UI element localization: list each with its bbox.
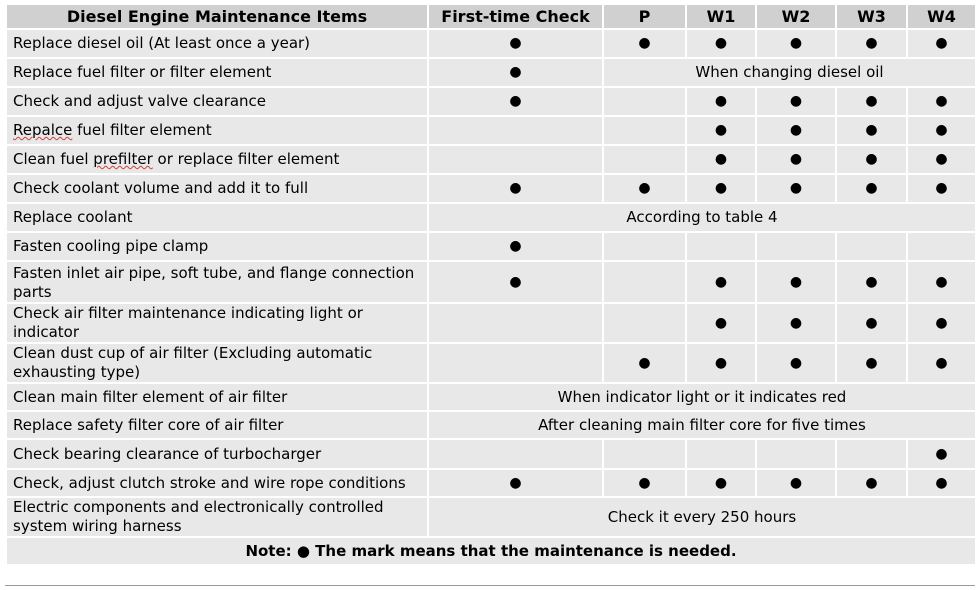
- interval-note: When indicator light or it indicates red: [428, 383, 976, 411]
- interval-note: After cleaning main filter core for five times: [428, 411, 976, 439]
- table-row: [6, 116, 976, 145]
- mark-dot: ●: [756, 29, 836, 58]
- mark-dot: ●: [756, 469, 836, 497]
- mark-dot: ●: [907, 469, 976, 497]
- header-p: P: [603, 4, 686, 29]
- empty-cell: [603, 232, 686, 261]
- table-row: [6, 203, 976, 232]
- empty-cell: [756, 439, 836, 469]
- row-item: Check bearing clearance of turbocharger: [6, 439, 428, 469]
- table-row: [6, 261, 976, 303]
- note-row: [6, 537, 976, 565]
- empty-cell: [428, 145, 603, 174]
- header-w3: W3: [836, 4, 907, 29]
- mark-dot: ●: [756, 116, 836, 145]
- empty-cell: [907, 232, 976, 261]
- mark-dot: ●: [756, 145, 836, 174]
- mark-dot: ●: [428, 29, 603, 58]
- mark-dot: ●: [686, 116, 756, 145]
- table-row: [6, 145, 976, 174]
- mark-dot: ●: [428, 232, 603, 261]
- mark-dot: ●: [603, 29, 686, 58]
- empty-cell: [428, 303, 603, 343]
- row-item: Clean main filter element of air filter: [6, 383, 428, 411]
- mark-dot: ●: [428, 174, 603, 203]
- table-row: [6, 439, 976, 469]
- row-item: Replace safety filter core of air filter: [6, 411, 428, 439]
- mark-dot: ●: [836, 174, 907, 203]
- row-item: Electric components and electronically controlled system wiring harness: [6, 497, 428, 537]
- row-item: Replace diesel oil (At least once a year): [6, 29, 428, 58]
- maintenance-table-container: [5, 3, 975, 566]
- mark-dot: ●: [907, 116, 976, 145]
- mark-dot: ●: [686, 29, 756, 58]
- mark-dot: ●: [907, 174, 976, 203]
- table-row: [6, 58, 976, 87]
- row-item: Check, adjust clutch stroke and wire rope conditions: [6, 469, 428, 497]
- row-item: [6, 116, 428, 145]
- empty-cell: [756, 232, 836, 261]
- mark-dot: ●: [836, 29, 907, 58]
- mark-dot: ●: [907, 303, 976, 343]
- mark-dot: ●: [686, 261, 756, 303]
- header-row: [6, 4, 976, 29]
- row-item: Fasten inlet air pipe, soft tube, and flange connection parts: [6, 261, 428, 303]
- row-item: Check air filter maintenance indicating light or indicator: [6, 303, 428, 343]
- row-item-text: Clean fuel: [13, 150, 94, 168]
- maintenance-table: [5, 3, 977, 566]
- empty-cell: [686, 232, 756, 261]
- header-first-time: First-time Check: [428, 4, 603, 29]
- mark-dot: ●: [907, 343, 976, 383]
- table-row: [6, 411, 976, 439]
- bottom-divider: [5, 585, 975, 586]
- mark-dot: ●: [907, 145, 976, 174]
- empty-cell: [603, 261, 686, 303]
- mark-dot: ●: [756, 174, 836, 203]
- mark-dot: ●: [686, 145, 756, 174]
- mark-dot: ●: [836, 116, 907, 145]
- mark-dot: ●: [686, 303, 756, 343]
- mark-dot: ●: [428, 87, 603, 116]
- table-row: [6, 303, 976, 343]
- table-row: [6, 232, 976, 261]
- header-item: Diesel Engine Maintenance Items: [6, 4, 428, 29]
- row-item: Check coolant volume and add it to full: [6, 174, 428, 203]
- empty-cell: [603, 116, 686, 145]
- mark-dot: ●: [686, 343, 756, 383]
- misspelled-word: prefilter: [93, 150, 153, 168]
- mark-dot: ●: [907, 261, 976, 303]
- mark-dot: ●: [686, 87, 756, 116]
- table-row: [6, 174, 976, 203]
- header-w2: W2: [756, 4, 836, 29]
- header-w4: W4: [907, 4, 976, 29]
- mark-dot: ●: [836, 261, 907, 303]
- row-item: Clean dust cup of air filter (Excluding automatic exhausting type): [6, 343, 428, 383]
- row-item: Replace fuel filter or filter element: [6, 58, 428, 87]
- table-row: [6, 469, 976, 497]
- mark-dot: ●: [686, 174, 756, 203]
- mark-dot: ●: [686, 469, 756, 497]
- mark-dot: ●: [836, 343, 907, 383]
- empty-cell: [836, 232, 907, 261]
- mark-dot: ●: [836, 87, 907, 116]
- table-row: [6, 87, 976, 116]
- mark-dot: ●: [756, 261, 836, 303]
- table-row: [6, 497, 976, 537]
- empty-cell: [686, 439, 756, 469]
- mark-dot: ●: [836, 145, 907, 174]
- mark-dot: ●: [756, 343, 836, 383]
- mark-dot: ●: [907, 87, 976, 116]
- mark-dot: ●: [603, 343, 686, 383]
- mark-dot: ●: [756, 87, 836, 116]
- mark-dot: ●: [907, 29, 976, 58]
- row-item: Check and adjust valve clearance: [6, 87, 428, 116]
- row-item-text: fuel filter element: [72, 121, 212, 139]
- table-row: [6, 29, 976, 58]
- row-item: [6, 145, 428, 174]
- table-row: [6, 343, 976, 383]
- mark-dot: ●: [836, 469, 907, 497]
- misspelled-word: Repalce: [13, 121, 73, 139]
- empty-cell: [603, 303, 686, 343]
- mark-dot: ●: [428, 261, 603, 303]
- table-row: [6, 383, 976, 411]
- mark-dot: ●: [756, 303, 836, 343]
- table-note: Note: ● The mark means that the maintenance is needed.: [6, 537, 976, 565]
- mark-dot: ●: [836, 303, 907, 343]
- mark-dot: ●: [603, 174, 686, 203]
- empty-cell: [428, 116, 603, 145]
- interval-note: According to table 4: [428, 203, 976, 232]
- empty-cell: [603, 87, 686, 116]
- interval-note: Check it every 250 hours: [428, 497, 976, 537]
- row-item: Fasten cooling pipe clamp: [6, 232, 428, 261]
- header-w1: W1: [686, 4, 756, 29]
- mark-dot: ●: [907, 439, 976, 469]
- mark-dot: ●: [428, 469, 603, 497]
- row-item: Replace coolant: [6, 203, 428, 232]
- empty-cell: [428, 343, 603, 383]
- mark-dot: ●: [428, 58, 603, 87]
- interval-note: When changing diesel oil: [603, 58, 976, 87]
- empty-cell: [603, 439, 686, 469]
- empty-cell: [428, 439, 603, 469]
- row-item-text: or replace filter element: [152, 150, 340, 168]
- empty-cell: [836, 439, 907, 469]
- empty-cell: [603, 145, 686, 174]
- mark-dot: ●: [603, 469, 686, 497]
